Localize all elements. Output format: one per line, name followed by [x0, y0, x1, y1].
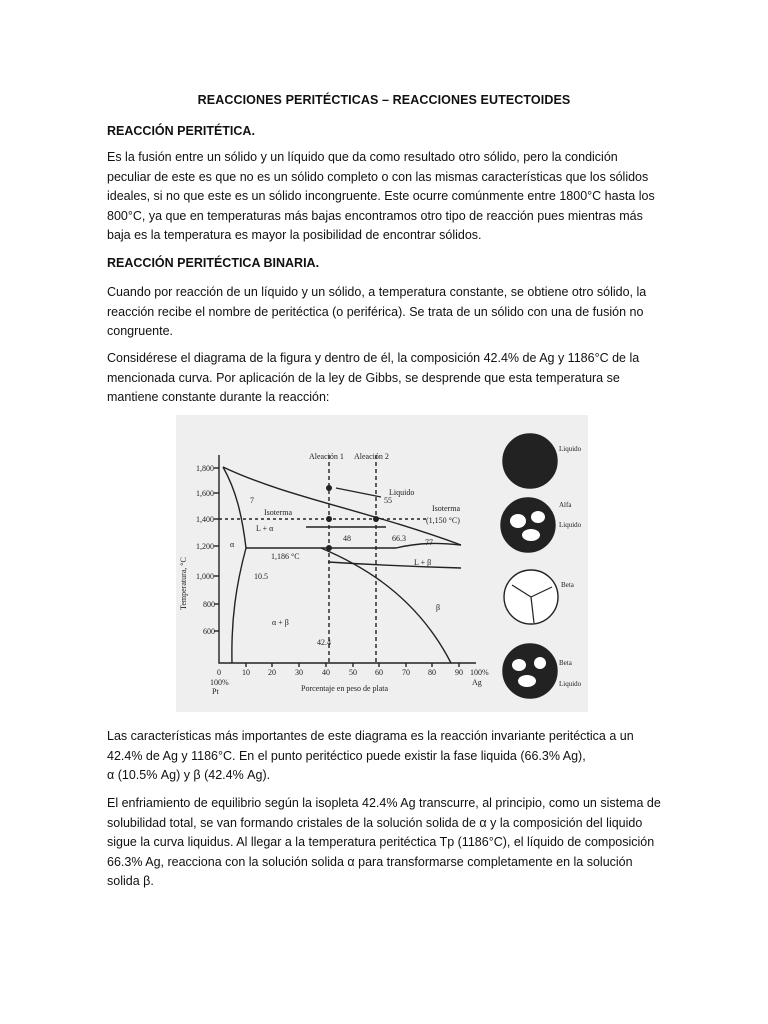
document-title: REACCIONES PERITÉCTICAS – REACCIONES EUTECTOIDES [197, 93, 571, 107]
xtick-0: 0 [217, 668, 221, 677]
pt-ag-phase-diagram [176, 415, 588, 712]
alloy2-isotherm-point [373, 516, 379, 522]
y-axis-label: Temperatura, °C [179, 557, 188, 610]
ytick-1800: 1,800 [196, 464, 214, 473]
region-l-beta-label: L + β [414, 558, 432, 567]
xtick-20: 20 [268, 668, 276, 677]
ytick-1600: 1,600 [196, 489, 214, 498]
alloy1-liquidus-point [326, 485, 332, 491]
x-axis-label: Porcentaje en peso de plata [301, 684, 389, 693]
region-beta-label: β [436, 603, 441, 612]
paragraph-characteristics [107, 727, 662, 786]
region-alpha-beta-label: α + β [272, 618, 289, 627]
right-element-ag: Ag [472, 678, 482, 687]
xtick-30: 30 [295, 668, 303, 677]
characteristics-text: Las características más importantes de este diagrama es la reacción invariante peritéctica a un 42.4% de Ag y 1186°C. En el punto peritéctico puede existir la fase liquida (66.3% Ag), [107, 729, 634, 763]
ytick-1200: 1,200 [196, 542, 214, 551]
paragraph-gibbs: Considérese el diagrama de la figura y dentro de él, la composición 42.4% de Ag y 1186°C de la mencionada curva. Por aplicación de la ley de Gibbs, se desprende que esta temperatura se mantiene constante durante la reacción: [107, 351, 640, 405]
left-end-percent: 100% [210, 678, 229, 687]
paragraph-binary: Cuando por reacción de un líquido y un sólido, a temperatura constante, se obtiene otro sólido, la reacción recibe el nombre de peritéctica (o periférica). Se trata de un sólido con una de fusión no congruente. [107, 285, 647, 339]
xtick-90: 90 [455, 668, 463, 677]
point-77-label: 77 [425, 538, 433, 547]
isotherm2-label: Isoterma [432, 504, 460, 513]
micro-liquid-label: Liquido [559, 445, 582, 453]
micro-alpha-liquid-label: Liquido [559, 521, 582, 529]
peritectic-point [326, 545, 332, 551]
heading-peritectic-reaction: REACCIÓN PERITÉTICA. [107, 124, 255, 138]
microstructure-beta-liquid [503, 644, 557, 698]
point-55-label: 55 [384, 496, 392, 505]
xtick-10: 10 [242, 668, 250, 677]
micro-beta-liquid-label: Liquido [559, 680, 582, 688]
point-663-label: 66.3 [392, 534, 406, 543]
paragraph-cooling: El enfriamiento de equilibrio según la isopleta 42.4% Ag transcurre, al principio, como un sistema de solubilidad total, se van formando cristales de la solución solida de α y la composición del liquido sigue la curva liquidus. Al llegar a la temperatura peritéctica Tp (1186°C), el líquido de composición 66.3% Ag, reacciona con la solución solida α para transformarse completamente en la solución solida β. [107, 796, 661, 889]
xtick-100: 100% [470, 668, 489, 677]
xtick-50: 50 [349, 668, 357, 677]
ytick-1000: 1,000 [196, 572, 214, 581]
region-liquid-label: Liquido [389, 488, 415, 497]
alloy1-label: Aleación 1 [309, 452, 344, 461]
isotherm2-temperature: (1,150 °C) [426, 516, 460, 525]
xtick-80: 80 [428, 668, 436, 677]
point-7-label: 7 [250, 496, 254, 505]
micro-alpha-label: Alfa [559, 501, 572, 509]
left-element-pt: Pt [212, 687, 219, 696]
point-105-label: 10.5 [254, 572, 268, 581]
micro-beta2-label: Beta [559, 659, 572, 667]
xtick-60: 60 [375, 668, 383, 677]
microstructure-alpha-liquid [501, 498, 555, 552]
characteristics-phases: α (10.5% Ag) y β (42.4% Ag). [107, 768, 271, 783]
isotherm1-label: Isoterma [264, 508, 292, 517]
xtick-40: 40 [322, 668, 330, 677]
ytick-1400: 1,400 [196, 515, 214, 524]
region-alpha-label: α [230, 540, 235, 549]
peritectic-temperature-label: 1,186 °C [271, 552, 300, 561]
micro-beta-label: Beta [561, 581, 574, 589]
ytick-600: 600 [203, 627, 215, 636]
heading-binary-peritectic: REACCIÓN PERITÉCTICA BINARIA. [107, 256, 320, 270]
point-48-label: 48 [343, 534, 351, 543]
alloy2-label: Aleación 2 [354, 452, 389, 461]
paragraph-definition: Es la fusión entre un sólido y un líquido que da como resultado otro sólido, pero la condición peculiar de este es que no es un sólido completo o con las mismas características que los sólidos ideales, si no que este es un sólido incongruente. Este ocurre comúnmente entre 1800°C hasta los 800°C, ya que en temperaturas más bajas encontramos otro tipo de reacción pues mientras más baja es la temperatura es mayor la posibilidad de encontrar sólidos. [107, 150, 655, 243]
region-l-alpha-label: L + α [256, 524, 274, 533]
ytick-800: 800 [203, 600, 215, 609]
xtick-70: 70 [402, 668, 410, 677]
composition-424-label: 42.4 [317, 638, 331, 647]
alloy1-isotherm-point [326, 516, 332, 522]
microstructure-liquid [503, 434, 557, 488]
